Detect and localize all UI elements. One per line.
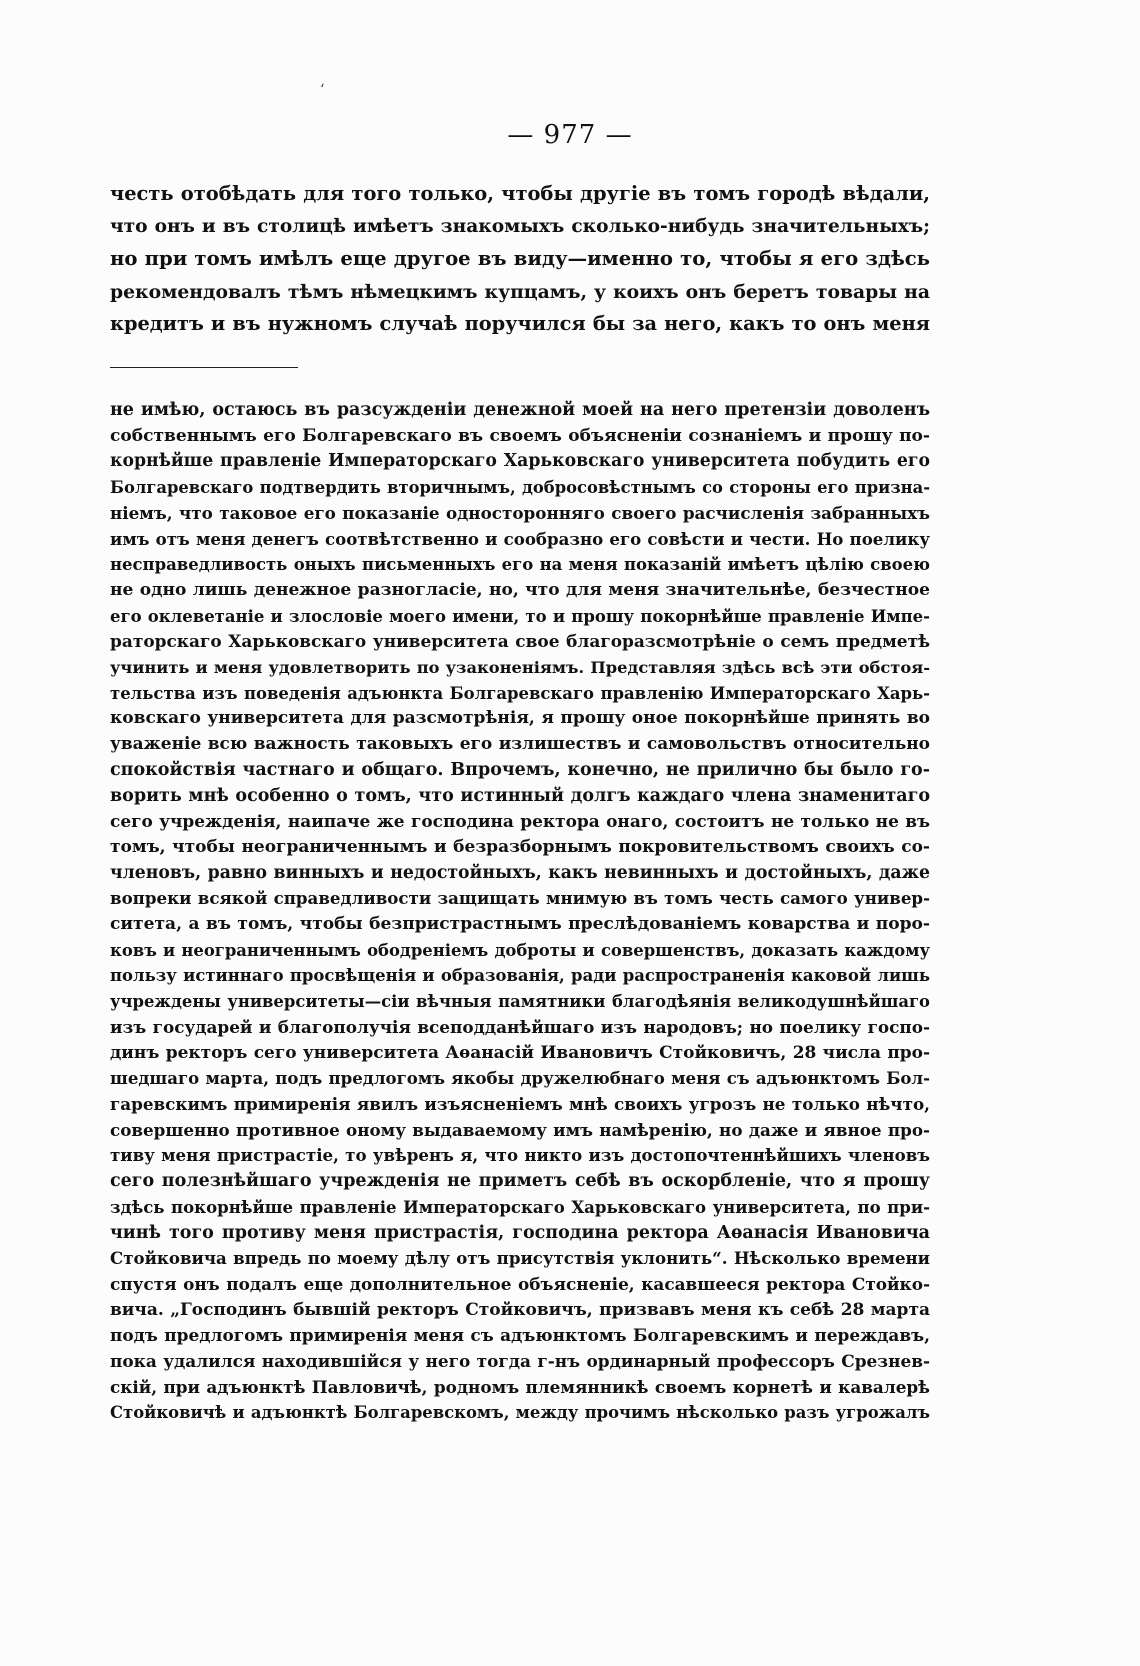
footnote-line: учинить и меня удовлетворить по узаконеніямъ. Представляя здѣсь всѣ эти обстоя- <box>110 658 930 678</box>
footnote-line: сего полезнѣйшаго учрежденія не приметъ себѣ въ оскорбленіе, что я прошу <box>110 1171 930 1192</box>
footnote-line: чинѣ того противу меня пристрастія, господина ректора Аѳанасія Ивановича <box>110 1222 930 1243</box>
footnote-line: ковскаго университета для разсмотрѣнія, я прошу оное покорнѣйше принять во <box>110 708 930 729</box>
footnote-line: пользу истиннаго просвѣщенія и образованія, ради распространенія каковой лишь <box>110 966 930 986</box>
footnote-line: членовъ, равно винныхъ и недостойныхъ, какъ невинныхъ и достойныхъ, даже <box>110 862 930 883</box>
footnote-line: уваженіе всю важность таковыхъ его излишествъ и самовольствъ относительно <box>110 734 930 755</box>
main-line: кредитъ и въ нужномъ случаѣ поручился бы за него, какъ то онъ меня <box>110 312 930 336</box>
footnote-line: скій, при адъюнктѣ Павловичѣ, родномъ племянникѣ своемъ корнетѣ и кавалерѣ <box>110 1376 930 1397</box>
footnote-line: спустя онъ подалъ еще дополнительное объясненіе, касавшееся ректора Стойко- <box>110 1273 930 1294</box>
footnote-line: пока удалился находившійся у него тогда г-нъ ординарный профессоръ Срезнев- <box>110 1351 930 1372</box>
footnote-line: здѣсь покорнѣйше правленіе Императорскаго Харьковскаго университета, по при- <box>110 1196 930 1217</box>
footnote-line: ніемъ, что таковое его показаніе односторонняго своего расчисленія забранныхъ <box>110 502 930 523</box>
footnote-line: Стойковичѣ и адъюнктѣ Болгаревскомъ, между прочимъ нѣсколько разъ угрожалъ <box>110 1403 930 1423</box>
footnote-line: томъ, чтобы неограниченнымъ и безразборнымъ покровительствомъ своихъ со- <box>110 836 930 857</box>
footnote-line: вопреки всякой справедливости защищать мнимую въ томъ честь самого универ- <box>110 888 930 909</box>
footnote-line: ситета, а въ томъ, чтобы безпристрастнымъ преслѣдованіемъ коварства и поро- <box>110 914 930 935</box>
footnote-line: сего учрежденія, наипаче же господина ректора онаго, состоитъ не только не въ <box>110 811 930 832</box>
footnote-line: корнѣйше правленіе Императорскаго Харьковскаго университета побудить его <box>110 451 930 472</box>
footnote-line: собственнымъ его Болгаревскаго въ своемъ объясненіи сознаніемъ и прошу по- <box>110 425 930 446</box>
footnote-line: гаревскимъ примиренія явилъ изъясненіемъ мнѣ своихъ угрозъ не только нѣчто, <box>110 1093 930 1114</box>
footnote-line: Стойковича впредь по моему дѣлу отъ присутствія уклонить“. Нѣсколько времени <box>110 1248 930 1269</box>
main-line: но при томъ имѣлъ еще другое въ виду—именно то, чтобы я его здѣсь <box>110 247 930 271</box>
footnote-line: несправедливость оныхъ письменныхъ его на меня показаній имѣетъ цѣлію своею <box>110 555 930 575</box>
footnote-line: ковъ и неограниченнымъ ободреніемъ доброты и совершенствъ, доказать каждому <box>110 940 930 960</box>
footnote-line: спокойствія частнаго и общаго. Впрочемъ, конечно, не прилично бы было го- <box>110 759 930 780</box>
footnote-line: совершенно противное оному выдаваемому имъ намѣренію, но даже и явное про- <box>110 1119 930 1140</box>
footnote-line: его оклеветаніе и злословіе моего имени, то и прошу покорнѣйше правленіе Импе- <box>110 606 930 626</box>
footnote-line: динъ ректоръ сего университета Аѳанасій Ивановичъ Стойковичъ, 28 числа про- <box>110 1042 930 1063</box>
footnote-line: тиву меня пристрастіе, то увѣренъ я, что никто изъ достопочтеннѣйшихъ членовъ <box>110 1145 930 1166</box>
footnote-line: раторскаго Харьковскаго университета свое благоразсмотрѣніе о семъ предметѣ <box>110 631 930 652</box>
footnote-line: изъ государей и благополучія всеподданѣйшаго изъ народовъ; но поелику госпо- <box>110 1016 930 1037</box>
footnote-line: шедшаго марта, подъ предлогомъ якобы дружелюбнаго меня съ адъюнктомъ Бол- <box>110 1068 930 1089</box>
footnote-line: подъ предлогомъ примиренія меня съ адъюнктомъ Болгаревскимъ и переждавъ, <box>110 1325 930 1346</box>
footnote-line: вича. „Господинъ бывшій ректоръ Стойковичъ, призвавъ меня къ себѣ 28 марта <box>110 1299 930 1320</box>
page-number: — 977 — <box>507 120 633 150</box>
main-text <box>110 178 930 341</box>
footnote-line: ворить мнѣ особенно о томъ, что истинный долгъ каждаго члена знаменитаго <box>110 785 930 806</box>
main-line: честь отобѣдать для того только, чтобы другіе въ томъ городѣ вѣдали, <box>110 182 930 205</box>
stray-mark: ʻ <box>320 82 325 98</box>
footnote-line: учреждены университеты—сіи вѣчныя памятники благодѣянія великодушнѣйшаго <box>110 992 930 1012</box>
footnote-line: тельства изъ поведенія адъюнкта Болгаревскаго правленію Императорскаго Харь- <box>110 683 930 703</box>
main-line: рекомендовалъ тѣмъ нѣмецкимъ купцамъ, у коихъ онъ беретъ товары на <box>110 280 930 303</box>
footnote-line: имъ отъ меня денегъ соотвѣтственно и сообразно его совѣсти и чести. Но поелику <box>110 528 930 549</box>
footnote-line: не имѣю, остаюсь въ разсужденіи денежной моей на него претензіи доволенъ <box>110 400 930 420</box>
footnote-line: Болгаревскаго подтвердить вторичнымъ, добросовѣстнымъ со стороны его призна- <box>110 478 930 498</box>
footnote-text <box>110 398 930 1426</box>
main-line: что онъ и въ столицѣ имѣетъ знакомыхъ сколько-нибудь значительныхъ; <box>110 215 930 237</box>
footnote-line: не одно лишь денежное разногласіе, но, что для меня значительнѣе, безчестное <box>110 579 930 600</box>
footnote-divider <box>110 367 298 368</box>
